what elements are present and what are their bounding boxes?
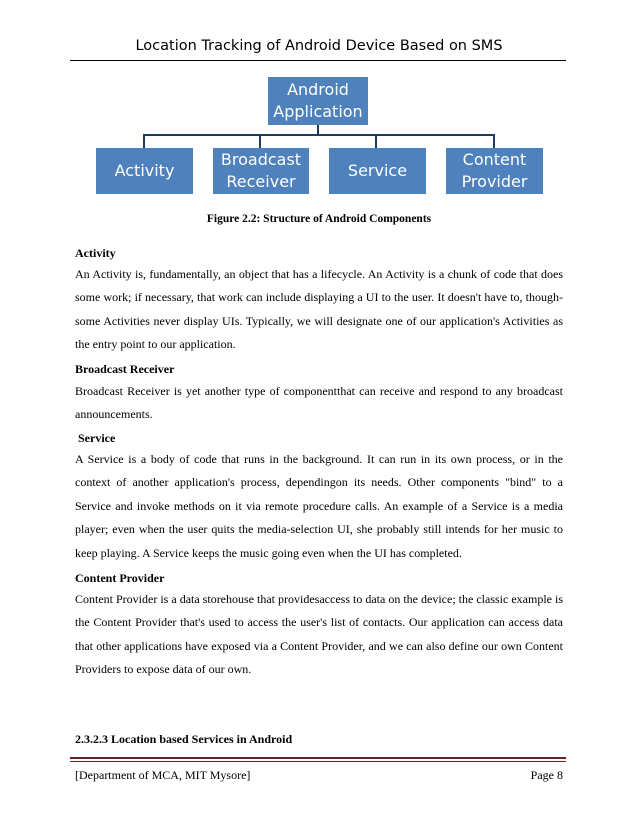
diagram-activity-label: Activity [114,161,175,180]
heading-service: Service [78,431,116,445]
diagram-activity-box [96,148,193,194]
footer-page-number: Page 8 [530,768,563,782]
paragraph-service: A Service is a body of code that runs in the background. It can run in its own process, or in the context of another application's process, dependingon its needs. Other components "bind" to a Service and invoke methods on it via remote procedure calls. An example of a Service is a media player; even when the user quits the media-selection UI, she probably still intends for her music to keep playing. A Service keeps the music going even when the UI has completed. [75,452,563,560]
heading-broadcast: Broadcast Receiver [75,362,175,376]
figure-caption: Figure 2.2: Structure of Android Components [206,213,432,225]
heading-location-services: 2.3.2.3 Location based Services in Android [75,732,293,746]
heading-content: Content Provider [75,571,165,585]
diagram-content-label: Content Provider [461,150,528,191]
diagram-broadcast-label: Broadcast Receiver [220,150,302,191]
heading-activity: Activity [75,246,116,260]
paragraph-activity: An Activity is, fundamentally, an object that has a lifecycle. An Activity is a chunk of code that does some work; if necessary, that work can include displaying a UI to the user. It doesn't have to, though-some Activities never display UIs. Typically, we will designate one of our application's Activities as the entry point to our application. [75,267,563,352]
section-activity [75,263,563,357]
section-content [75,588,563,682]
connector-horizontal [143,134,495,136]
section-service [75,448,563,565]
connector-content [493,134,495,148]
connector-activity [143,134,145,148]
diagram-broadcast-box [213,148,309,194]
diagram-root-label: Android Application [273,80,363,121]
header-rule [70,60,566,61]
footer-rule-thin [70,761,566,762]
page-header-title: Location Tracking of Android Device Based on SMS [135,38,503,54]
paragraph-content: Content Provider is a data storehouse that providesaccess to data on the device; the classic example is the Content Provider that's used to access the user's list of contacts. Our application can access data that other applications have exposed via a Content Provider, and we can also define our own Content Providers to expose data of our own. [75,592,563,677]
diagram-content-box [446,148,543,194]
connector-broadcast [259,134,261,148]
section-broadcast [75,380,563,427]
diagram-service-label: Service [347,161,408,180]
footer-rule [70,757,566,759]
connector-service [375,134,377,148]
diagram-service-box [329,148,426,194]
paragraph-broadcast: Broadcast Receiver is yet another type of componentthat can receive and respond to any broadcast announcements. [75,384,563,422]
footer-department: [Department of MCA, MIT Mysore] [75,768,251,782]
diagram-root-box [268,77,368,125]
